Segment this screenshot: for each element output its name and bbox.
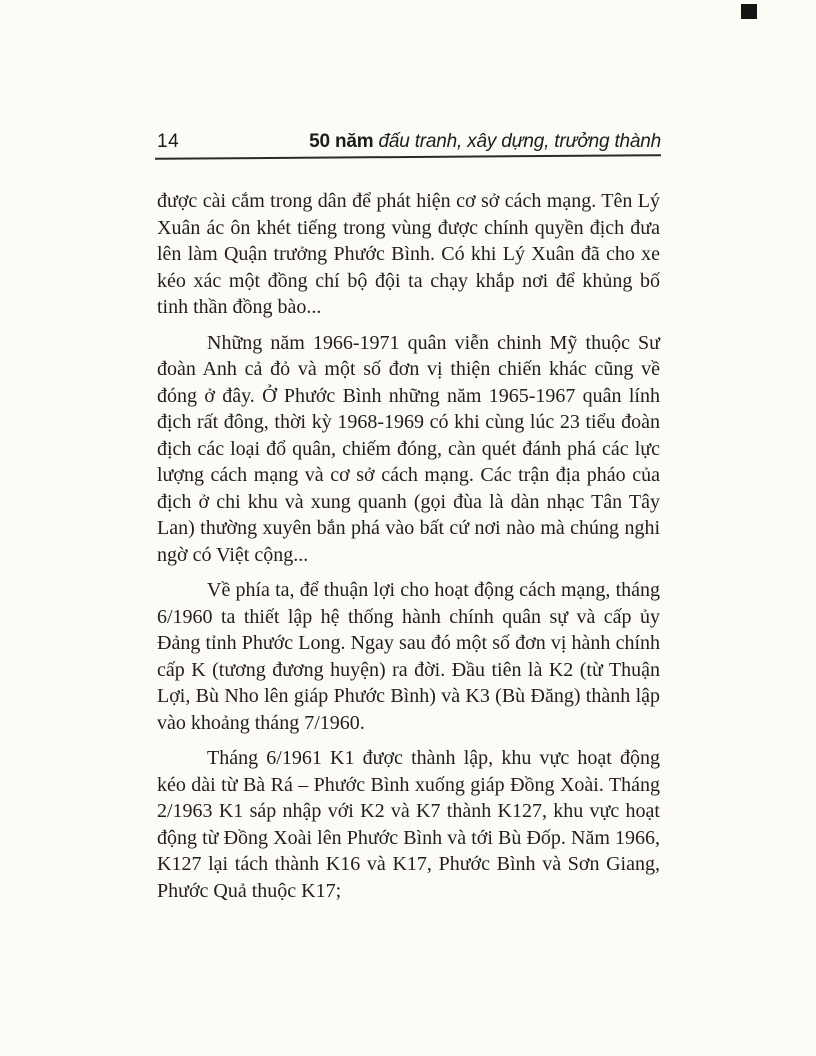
paragraph-2: Những năm 1966-1971 quân viễn chinh Mỹ thuộc Sư đoàn Anh cả đỏ và một số đơn vị thiện chiến khác cũng về đóng ở đây. Ở Phước Bình những năm 1965-1967 quân lính địch rất đông, thời kỳ 1968-1969 có khi cùng lúc 23 tiểu đoàn địch các loại đổ quân, chiếm đóng, càn quét đánh phá các lực lượng cách mạng và cơ sở cách mạng. Các trận địa pháo của địch ở chi khu và xung quanh (gọi đùa là dàn nhạc Tân Tây Lan) thường xuyên bắn phá vào bất cứ nơi nào mà chúng nghi ngờ có Việt cộng... [157, 331, 660, 566]
scan-registration-mark [741, 4, 757, 19]
paragraph-3: Về phía ta, để thuận lợi cho hoạt động cách mạng, tháng 6/1960 ta thiết lập hệ thống hành chính quân sự và cấp ủy Đảng tỉnh Phước Long. Ngay sau đó một số đơn vị hành chính cấp K (tương đương huyện) ra đời. Đầu tiên là K2 (từ Thuận Lợi, Bù Nho lên giáp Phước Bình) và K3 (Bù Đăng) thành lập vào khoảng tháng 7/1960. [157, 579, 660, 734]
paragraph-4: Tháng 6/1961 K1 được thành lập, khu vực hoạt động kéo dài từ Bà Rá – Phước Bình xuống giáp Đồng Xoài. Tháng 2/1963 K1 sáp nhập với K2 và K7 thành K127, khu vực hoạt động từ Đồng Xoài lên Phước Bình và tới Bù Đốp. Năm 1966, K127 lại tách thành K16 và K17, Phước Bình và Sơn Giang, Phước Quả thuộc K17; [157, 747, 660, 902]
page-header [157, 131, 661, 153]
page-body [157, 188, 660, 913]
running-title [309, 131, 661, 153]
running-title-bold: 50 năm [309, 131, 374, 152]
paragraph-1: được cài cắm trong dân để phát hiện cơ sở cách mạng. Tên Lý Xuân ác ôn khét tiếng trong vùng được chính quyền địch đưa lên làm Quận trưởng Phước Bình. Có khi Lý Xuân đã cho xe kéo xác một đồng chí bộ đội ta chạy khắp nơi để khủng bố tinh thần đồng bào... [157, 190, 660, 318]
running-title-italic: đấu tranh, xây dựng, trưởng thành [378, 131, 661, 152]
page-number: 14 [157, 131, 180, 152]
header-rule [155, 154, 661, 160]
